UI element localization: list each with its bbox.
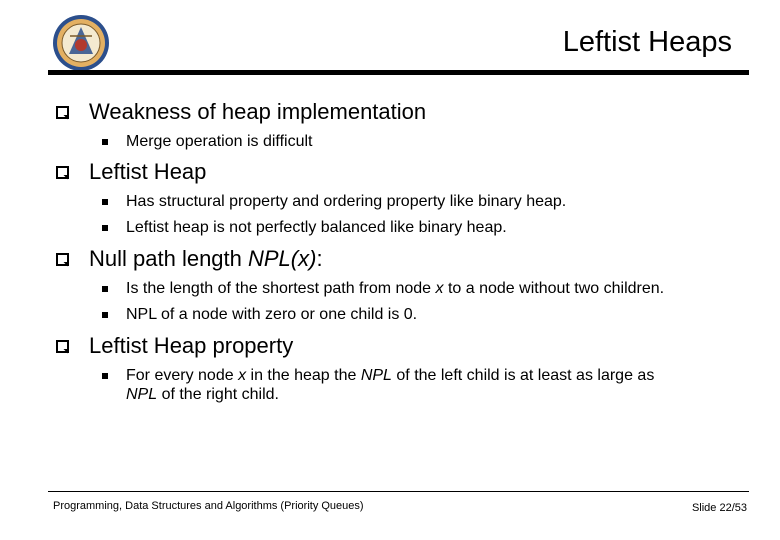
footer-divider (48, 491, 749, 492)
list-item-text: Has structural property and ordering property like binary heap. (126, 193, 567, 210)
list-item-text: Leftist heap is not perfectly balanced like binary heap. (126, 219, 507, 236)
section-leftist-property (56, 333, 293, 359)
square-bullet-icon (102, 286, 108, 292)
section-heading: Weakness of heap implementation (89, 99, 427, 124)
section-heading: Leftist Heap property (89, 333, 294, 358)
university-seal-logo (52, 14, 110, 72)
square-bullet-icon (102, 312, 108, 318)
section-heading: Leftist Heap (89, 159, 207, 184)
checkbox-bullet-icon (56, 106, 69, 119)
title-divider (48, 70, 749, 75)
checkbox-bullet-icon (56, 166, 69, 179)
list-item (102, 366, 736, 404)
section-weakness (56, 99, 426, 125)
footer-course: Programming, Data Structures and Algorithms (Priority Queues) (53, 500, 364, 512)
list-item (102, 192, 736, 211)
checkbox-bullet-icon (56, 253, 69, 266)
square-bullet-icon (102, 225, 108, 231)
square-bullet-icon (102, 373, 108, 379)
list-item-text: NPL of a node with zero or one child is 0. (126, 306, 418, 323)
section-npl (56, 246, 323, 272)
section-leftist-heap (56, 159, 206, 185)
list-item-text: Merge operation is difficult (126, 133, 313, 150)
slide-number: Slide 22/53 (691, 502, 747, 514)
list-item (102, 279, 736, 298)
slide-title: Leftist Heaps (562, 26, 732, 58)
square-bullet-icon (102, 199, 108, 205)
checkbox-bullet-icon (56, 340, 69, 353)
list-item (102, 305, 736, 324)
list-item (102, 132, 736, 151)
list-item-text: Is the length of the shortest path from node x to a node without two children. (126, 280, 665, 297)
list-item (102, 218, 736, 237)
square-bullet-icon (102, 139, 108, 145)
section-heading: Null path length NPL(x): (89, 246, 323, 271)
list-item-text: For every node x in the heap the NPL of the left child is at least as large as NPL of the right child. (126, 367, 655, 403)
